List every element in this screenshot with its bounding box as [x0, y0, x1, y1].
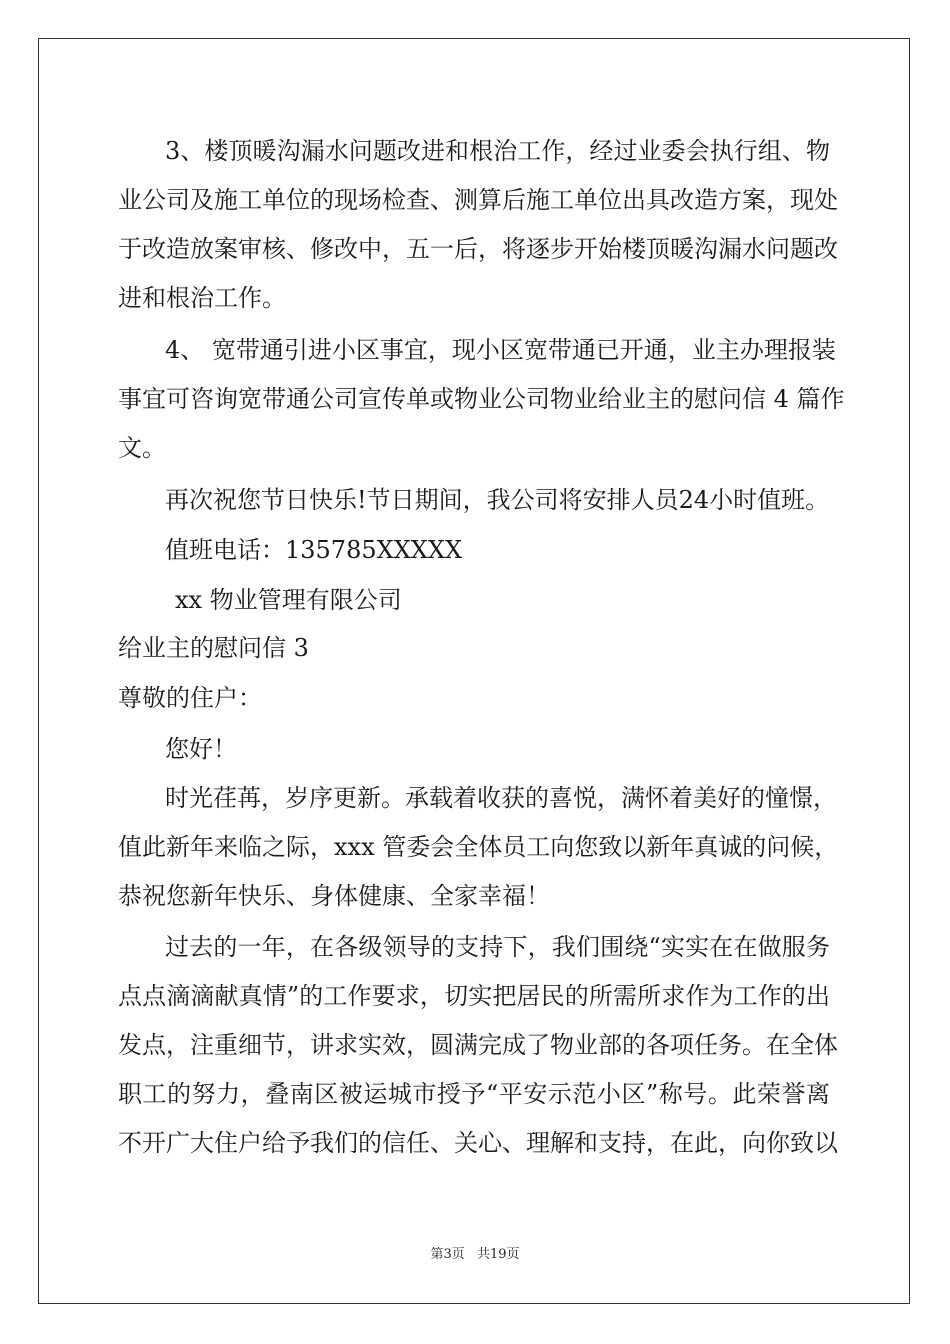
page-number: 第3页 — [430, 1247, 465, 1262]
letter-title: 给业主的慰问信 3 — [118, 634, 309, 662]
page-border — [38, 38, 910, 1304]
paragraph-new-year-line-1: 时光荏苒，岁序更新。承载着收获的喜悦，满怀着美好的憧憬， — [165, 784, 837, 812]
holiday-wishes: 再次祝您节日快乐!节日期间，我公司将安排人员24小时值班。 — [165, 486, 830, 514]
paragraph-2-line-2: 事宜可咨询宽带通公司宣传单或物业公司物业给业主的慰问信 4 篇作 — [118, 385, 845, 413]
page-footer — [0, 1247, 950, 1263]
duty-phone: 值班电话：135785XXXXX — [165, 536, 463, 564]
paragraph-new-year-line-2: 值此新年来临之际，xxx 管委会全体员工向您致以新年真诚的问候， — [118, 833, 839, 861]
paragraph-2-line-3: 文。 — [118, 434, 166, 462]
paragraph-review-line-5: 不开广大住户给予我们的信任、关心、理解和支持，在此，向你致以 — [118, 1129, 838, 1157]
paragraph-1-line-2: 业公司及施工单位的现场检查、测算后施工单位出具改造方案，现处 — [118, 186, 838, 214]
paragraph-review-line-2: 点点滴滴献真情”的工作要求，切实把居民的所需所求作为工作的出 — [118, 982, 830, 1010]
paragraph-review-line-1: 过去的一年，在各级领导的支持下，我们围绕“实实在在做服务 — [165, 933, 830, 961]
paragraph-review-line-3: 发点，注重细节，讲求实效，圆满完成了物业部的各项任务。在全体 — [118, 1031, 838, 1059]
greeting: 您好！ — [165, 735, 237, 763]
salutation: 尊敬的住户： — [118, 684, 262, 712]
paragraph-1-line-1: 3、楼顶暖沟漏水问题改进和根治工作，经过业委会执行组、物 — [165, 137, 830, 165]
paragraph-review-line-4: 职工的努力，叠南区被运城市授予“平安示范小区”称号。此荣誉离 — [118, 1080, 830, 1108]
paragraph-1-line-3: 于改造放案审核、修改中，五一后，将逐步开始楼顶暖沟漏水问题改 — [118, 235, 838, 263]
paragraph-1-line-4: 进和根治工作。 — [118, 284, 286, 312]
paragraph-2-line-1: 4、 宽带通引进小区事宜，现小区宽带通已开通，业主办理报装 — [165, 336, 836, 364]
page-total: 共19页 — [476, 1247, 520, 1262]
paragraph-new-year-line-3: 恭祝您新年快乐、身体健康、全家幸福！ — [118, 882, 550, 910]
company-signature: xx 物业管理有限公司 — [175, 586, 402, 614]
